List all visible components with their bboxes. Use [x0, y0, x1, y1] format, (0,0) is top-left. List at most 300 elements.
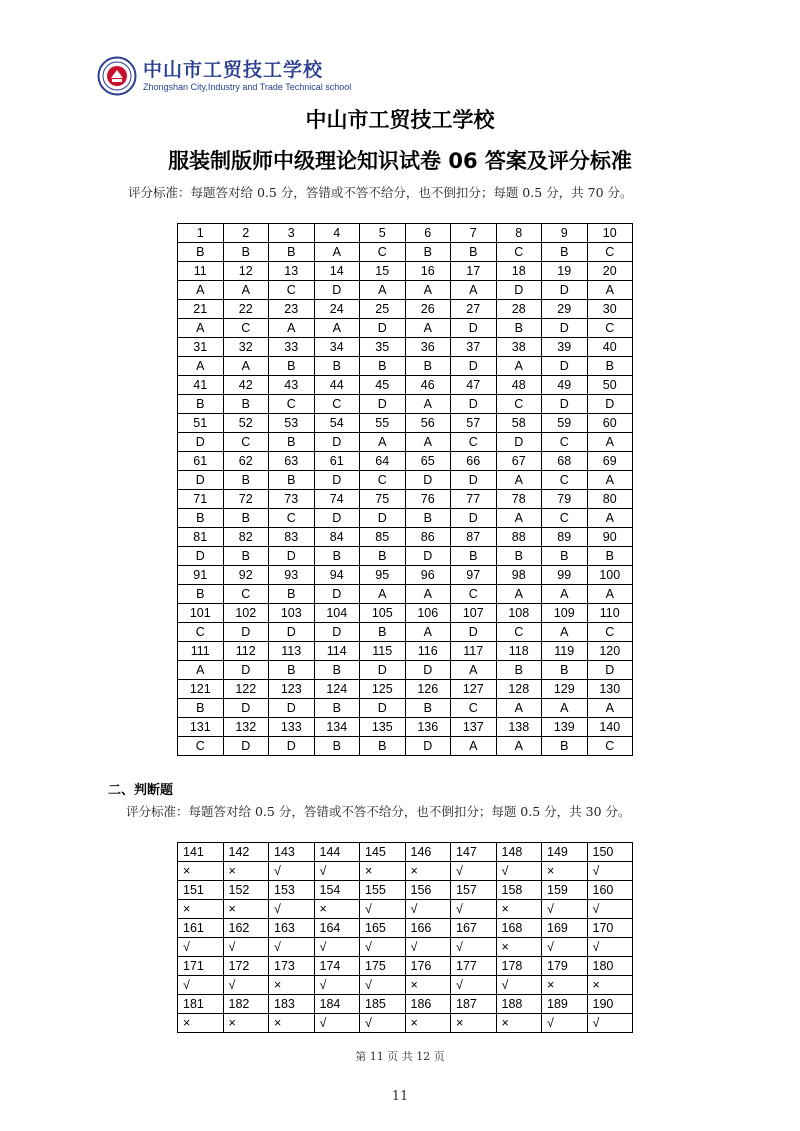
question-number-cell: 165	[360, 919, 406, 938]
question-number-cell: 90	[587, 528, 633, 547]
answer-cell: D	[405, 547, 451, 566]
answer-cell: ×	[451, 1014, 497, 1033]
answer-cell: √	[587, 1014, 633, 1033]
question-number-cell: 38	[496, 338, 542, 357]
question-number-cell: 147	[451, 843, 497, 862]
question-number-cell: 80	[587, 490, 633, 509]
part2-scoring-criteria: 评分标准：每题答对给 0.5 分，答错或不答不给分，也不倒扣分；每题 0.5 分，共 30 分。	[126, 804, 631, 819]
answer-row	[178, 976, 633, 995]
answer-cell: √	[269, 938, 315, 957]
question-number-cell: 27	[451, 300, 497, 319]
question-number-cell: 1	[178, 224, 224, 243]
question-number-row	[178, 718, 633, 737]
question-number-cell: 78	[496, 490, 542, 509]
question-number-cell: 61	[178, 452, 224, 471]
page-footer: 第 11 页 共 12 页	[355, 1050, 445, 1063]
question-number-cell: 18	[496, 262, 542, 281]
answer-cell: D	[178, 433, 224, 452]
answer-cell: ×	[178, 862, 224, 881]
question-number-cell: 123	[269, 680, 315, 699]
question-number-cell: 98	[496, 566, 542, 585]
answer-cell: D	[223, 623, 269, 642]
answer-row	[178, 938, 633, 957]
question-number-cell: 52	[223, 414, 269, 433]
question-number-cell: 67	[496, 452, 542, 471]
answer-cell: D	[405, 661, 451, 680]
answer-row	[178, 661, 633, 680]
question-number-cell: 29	[542, 300, 588, 319]
answer-row	[178, 737, 633, 756]
answer-cell: B	[405, 509, 451, 528]
answer-row	[178, 1014, 633, 1033]
answer-cell: D	[269, 547, 315, 566]
answer-cell: A	[405, 319, 451, 338]
question-number-cell: 180	[587, 957, 633, 976]
question-number-cell: 40	[587, 338, 633, 357]
question-number-cell: 154	[314, 881, 360, 900]
question-number-cell: 34	[314, 338, 360, 357]
answer-cell: ×	[405, 976, 451, 995]
question-number-cell: 71	[178, 490, 224, 509]
answer-cell: D	[178, 547, 224, 566]
answer-cell: B	[542, 661, 588, 680]
answer-row	[178, 623, 633, 642]
answer-cell: D	[496, 433, 542, 452]
question-number-cell: 6	[405, 224, 451, 243]
question-number-cell: 148	[496, 843, 542, 862]
question-number-cell: 190	[587, 995, 633, 1014]
answer-cell: B	[269, 585, 315, 604]
question-number-row	[178, 680, 633, 699]
question-number-cell: 41	[178, 376, 224, 395]
question-number-cell: 57	[451, 414, 497, 433]
question-number-cell: 89	[542, 528, 588, 547]
question-number-cell: 93	[269, 566, 315, 585]
question-number-cell: 140	[587, 718, 633, 737]
answer-cell: √	[542, 1014, 588, 1033]
answer-cell: B	[360, 547, 406, 566]
answer-cell: √	[587, 862, 633, 881]
answer-cell: C	[360, 243, 406, 262]
answer-cell: A	[360, 585, 406, 604]
question-number-cell: 20	[587, 262, 633, 281]
question-number-cell: 2	[223, 224, 269, 243]
answer-cell: D	[451, 319, 497, 338]
question-number-row	[178, 843, 633, 862]
answer-cell: √	[360, 938, 406, 957]
answer-cell: B	[269, 243, 315, 262]
answer-cell: D	[542, 395, 588, 414]
page-number: 11	[391, 1089, 409, 1104]
question-number-cell: 105	[360, 604, 406, 623]
answer-cell: B	[269, 357, 315, 376]
question-number-cell: 126	[405, 680, 451, 699]
question-number-cell: 95	[360, 566, 406, 585]
logo-chinese-name: 中山市工贸技工学校	[143, 59, 324, 81]
answer-cell: C	[542, 433, 588, 452]
question-number-cell: 174	[314, 957, 360, 976]
answer-cell: B	[223, 395, 269, 414]
question-number-cell: 137	[451, 718, 497, 737]
question-number-cell: 179	[542, 957, 588, 976]
answer-cell: √	[223, 938, 269, 957]
answer-cell: √	[269, 900, 315, 919]
question-number-cell: 173	[269, 957, 315, 976]
school-logo	[97, 55, 351, 97]
question-number-cell: 144	[314, 843, 360, 862]
question-number-cell: 99	[542, 566, 588, 585]
answer-cell: C	[496, 623, 542, 642]
answer-cell: A	[223, 357, 269, 376]
question-number-cell: 112	[223, 642, 269, 661]
answer-cell: D	[360, 509, 406, 528]
question-number-cell: 22	[223, 300, 269, 319]
answer-cell: B	[496, 547, 542, 566]
question-number-cell: 30	[587, 300, 633, 319]
question-number-cell: 82	[223, 528, 269, 547]
question-number-cell: 87	[451, 528, 497, 547]
answer-cell: D	[451, 509, 497, 528]
question-number-cell: 121	[178, 680, 224, 699]
question-number-row	[178, 452, 633, 471]
question-number-cell: 139	[542, 718, 588, 737]
question-number-cell: 169	[542, 919, 588, 938]
answer-cell: C	[451, 585, 497, 604]
answer-cell: C	[269, 281, 315, 300]
question-number-row	[178, 300, 633, 319]
question-number-cell: 42	[223, 376, 269, 395]
question-number-cell: 25	[360, 300, 406, 319]
answer-cell: ×	[360, 862, 406, 881]
answer-cell: B	[587, 357, 633, 376]
question-number-cell: 73	[269, 490, 315, 509]
answer-cell: ×	[405, 1014, 451, 1033]
question-number-cell: 28	[496, 300, 542, 319]
question-number-cell: 68	[542, 452, 588, 471]
question-number-cell: 182	[223, 995, 269, 1014]
question-number-cell: 8	[496, 224, 542, 243]
answer-cell: ×	[405, 862, 451, 881]
answer-cell: √	[223, 976, 269, 995]
answer-cell: B	[405, 243, 451, 262]
answer-cell: √	[451, 938, 497, 957]
question-number-row	[178, 957, 633, 976]
question-number-cell: 153	[269, 881, 315, 900]
question-number-cell: 187	[451, 995, 497, 1014]
document-title: 服装制版师中级理论知识试卷 06 答案及评分标准	[168, 149, 632, 173]
question-number-cell: 110	[587, 604, 633, 623]
answer-cell: D	[451, 395, 497, 414]
question-number-cell: 161	[178, 919, 224, 938]
answer-cell: D	[405, 471, 451, 490]
question-number-cell: 171	[178, 957, 224, 976]
answer-cell: D	[269, 699, 315, 718]
question-number-row	[178, 490, 633, 509]
question-number-cell: 85	[360, 528, 406, 547]
answer-cell: ×	[496, 1014, 542, 1033]
answer-cell: B	[314, 699, 360, 718]
question-number-cell: 109	[542, 604, 588, 623]
answer-cell: B	[542, 243, 588, 262]
answer-cell: B	[269, 661, 315, 680]
question-number-cell: 43	[269, 376, 315, 395]
answer-cell: D	[178, 471, 224, 490]
answer-cell: C	[587, 319, 633, 338]
question-number-cell: 79	[542, 490, 588, 509]
question-number-cell: 39	[542, 338, 588, 357]
answer-cell: A	[405, 281, 451, 300]
question-number-cell: 134	[314, 718, 360, 737]
question-number-cell: 23	[269, 300, 315, 319]
answer-row	[178, 433, 633, 452]
multiple-choice-answer-table	[177, 223, 633, 756]
answer-cell: B	[269, 433, 315, 452]
answer-cell: A	[587, 281, 633, 300]
answer-row	[178, 509, 633, 528]
question-number-cell: 47	[451, 376, 497, 395]
question-number-row	[178, 919, 633, 938]
question-number-cell: 166	[405, 919, 451, 938]
answer-cell: B	[223, 243, 269, 262]
answer-cell: D	[314, 471, 360, 490]
question-number-cell: 157	[451, 881, 497, 900]
question-number-cell: 149	[542, 843, 588, 862]
answer-cell: A	[587, 585, 633, 604]
question-number-cell: 131	[178, 718, 224, 737]
answer-cell: D	[542, 357, 588, 376]
question-number-cell: 65	[405, 452, 451, 471]
question-number-cell: 170	[587, 919, 633, 938]
answer-cell: C	[542, 471, 588, 490]
answer-cell: ×	[178, 1014, 224, 1033]
question-number-cell: 61	[314, 452, 360, 471]
answer-cell: D	[405, 737, 451, 756]
answer-cell: A	[269, 319, 315, 338]
question-number-cell: 77	[451, 490, 497, 509]
answer-cell: B	[405, 699, 451, 718]
question-number-cell: 185	[360, 995, 406, 1014]
question-number-cell: 155	[360, 881, 406, 900]
answer-cell: B	[360, 737, 406, 756]
answer-cell: C	[269, 509, 315, 528]
answer-cell: A	[496, 357, 542, 376]
question-number-cell: 3	[269, 224, 315, 243]
answer-cell: D	[360, 699, 406, 718]
question-number-cell: 132	[223, 718, 269, 737]
question-number-cell: 160	[587, 881, 633, 900]
question-number-cell: 122	[223, 680, 269, 699]
answer-cell: B	[223, 509, 269, 528]
question-number-cell: 104	[314, 604, 360, 623]
true-false-answer-table	[177, 842, 633, 1033]
question-number-cell: 97	[451, 566, 497, 585]
question-number-cell: 16	[405, 262, 451, 281]
answer-cell: ×	[223, 900, 269, 919]
question-number-cell: 84	[314, 528, 360, 547]
question-number-row	[178, 528, 633, 547]
answer-cell: D	[587, 395, 633, 414]
question-number-cell: 138	[496, 718, 542, 737]
question-number-cell: 176	[405, 957, 451, 976]
answer-cell: D	[314, 623, 360, 642]
question-number-cell: 50	[587, 376, 633, 395]
question-number-cell: 7	[451, 224, 497, 243]
answer-cell: B	[496, 661, 542, 680]
question-number-row	[178, 642, 633, 661]
answer-cell: B	[587, 547, 633, 566]
answer-cell: √	[360, 1014, 406, 1033]
question-number-cell: 150	[587, 843, 633, 862]
answer-cell: C	[587, 243, 633, 262]
answer-cell: B	[314, 737, 360, 756]
answer-cell: C	[451, 699, 497, 718]
question-number-cell: 17	[451, 262, 497, 281]
answer-cell: √	[314, 1014, 360, 1033]
answer-row	[178, 243, 633, 262]
question-number-cell: 88	[496, 528, 542, 547]
question-number-cell: 163	[269, 919, 315, 938]
question-number-cell: 162	[223, 919, 269, 938]
question-number-cell: 172	[223, 957, 269, 976]
question-number-cell: 115	[360, 642, 406, 661]
answer-cell: B	[360, 357, 406, 376]
question-number-row	[178, 881, 633, 900]
answer-cell: D	[360, 661, 406, 680]
answer-cell: ×	[314, 900, 360, 919]
question-number-cell: 127	[451, 680, 497, 699]
question-number-cell: 37	[451, 338, 497, 357]
question-number-cell: 72	[223, 490, 269, 509]
answer-cell: √	[542, 900, 588, 919]
question-number-cell: 64	[360, 452, 406, 471]
question-number-row	[178, 338, 633, 357]
question-number-cell: 53	[269, 414, 315, 433]
answer-cell: D	[496, 281, 542, 300]
question-number-cell: 114	[314, 642, 360, 661]
question-number-cell: 156	[405, 881, 451, 900]
question-number-cell: 83	[269, 528, 315, 547]
question-number-cell: 15	[360, 262, 406, 281]
answer-cell: C	[451, 433, 497, 452]
answer-cell: D	[587, 661, 633, 680]
answer-cell: D	[360, 395, 406, 414]
answer-cell: ×	[178, 900, 224, 919]
question-number-cell: 141	[178, 843, 224, 862]
question-number-cell: 5	[360, 224, 406, 243]
answer-cell: B	[542, 737, 588, 756]
question-number-row	[178, 604, 633, 623]
answer-cell: A	[405, 395, 451, 414]
answer-row	[178, 395, 633, 414]
answer-cell: A	[178, 319, 224, 338]
answer-cell: C	[496, 243, 542, 262]
answer-cell: C	[496, 395, 542, 414]
school-title: 中山市工贸技工学校	[305, 108, 495, 132]
question-number-row	[178, 414, 633, 433]
question-number-cell: 76	[405, 490, 451, 509]
question-number-cell: 106	[405, 604, 451, 623]
question-number-cell: 125	[360, 680, 406, 699]
answer-cell: D	[314, 585, 360, 604]
answer-cell: A	[314, 319, 360, 338]
question-number-cell: 178	[496, 957, 542, 976]
part2-heading: 二、判断题	[108, 783, 174, 798]
question-number-cell: 152	[223, 881, 269, 900]
answer-cell: ×	[269, 1014, 315, 1033]
answer-cell: C	[360, 471, 406, 490]
question-number-cell: 55	[360, 414, 406, 433]
question-number-cell: 62	[223, 452, 269, 471]
question-number-cell: 51	[178, 414, 224, 433]
answer-cell: C	[178, 623, 224, 642]
question-number-cell: 167	[451, 919, 497, 938]
answer-row	[178, 281, 633, 300]
answer-cell: A	[178, 281, 224, 300]
answer-cell: B	[178, 509, 224, 528]
answer-cell: A	[223, 281, 269, 300]
answer-cell: √	[587, 938, 633, 957]
question-number-cell: 69	[587, 452, 633, 471]
answer-cell: A	[405, 585, 451, 604]
answer-cell: √	[405, 900, 451, 919]
question-number-cell: 124	[314, 680, 360, 699]
answer-cell: B	[269, 471, 315, 490]
question-number-cell: 107	[451, 604, 497, 623]
question-number-cell: 36	[405, 338, 451, 357]
answer-cell: D	[269, 623, 315, 642]
question-number-cell: 143	[269, 843, 315, 862]
answer-cell: D	[451, 471, 497, 490]
question-number-cell: 58	[496, 414, 542, 433]
answer-cell: B	[542, 547, 588, 566]
answer-cell: ×	[496, 900, 542, 919]
logo-english-name: Zhongshan City,Industry and Trade Technical school	[143, 82, 352, 92]
question-number-cell: 19	[542, 262, 588, 281]
answer-cell: A	[542, 699, 588, 718]
question-number-cell: 142	[223, 843, 269, 862]
question-number-cell: 96	[405, 566, 451, 585]
question-number-cell: 102	[223, 604, 269, 623]
answer-cell: √	[269, 862, 315, 881]
answer-cell: D	[451, 357, 497, 376]
answer-cell: B	[451, 243, 497, 262]
question-number-cell: 111	[178, 642, 224, 661]
answer-cell: A	[587, 699, 633, 718]
answer-cell: A	[360, 433, 406, 452]
answer-cell: C	[314, 395, 360, 414]
answer-cell: B	[178, 243, 224, 262]
answer-cell: B	[496, 319, 542, 338]
question-number-cell: 9	[542, 224, 588, 243]
question-number-cell: 46	[405, 376, 451, 395]
answer-cell: A	[496, 509, 542, 528]
answer-cell: √	[360, 900, 406, 919]
question-number-cell: 59	[542, 414, 588, 433]
question-number-row	[178, 566, 633, 585]
question-number-cell: 130	[587, 680, 633, 699]
question-number-cell: 31	[178, 338, 224, 357]
answer-cell: √	[451, 862, 497, 881]
answer-cell: D	[223, 737, 269, 756]
answer-cell: B	[451, 547, 497, 566]
question-number-cell: 184	[314, 995, 360, 1014]
answer-cell: ×	[223, 1014, 269, 1033]
answer-row	[178, 699, 633, 718]
answer-cell: A	[496, 737, 542, 756]
question-number-cell: 74	[314, 490, 360, 509]
question-number-cell: 177	[451, 957, 497, 976]
question-number-cell: 158	[496, 881, 542, 900]
